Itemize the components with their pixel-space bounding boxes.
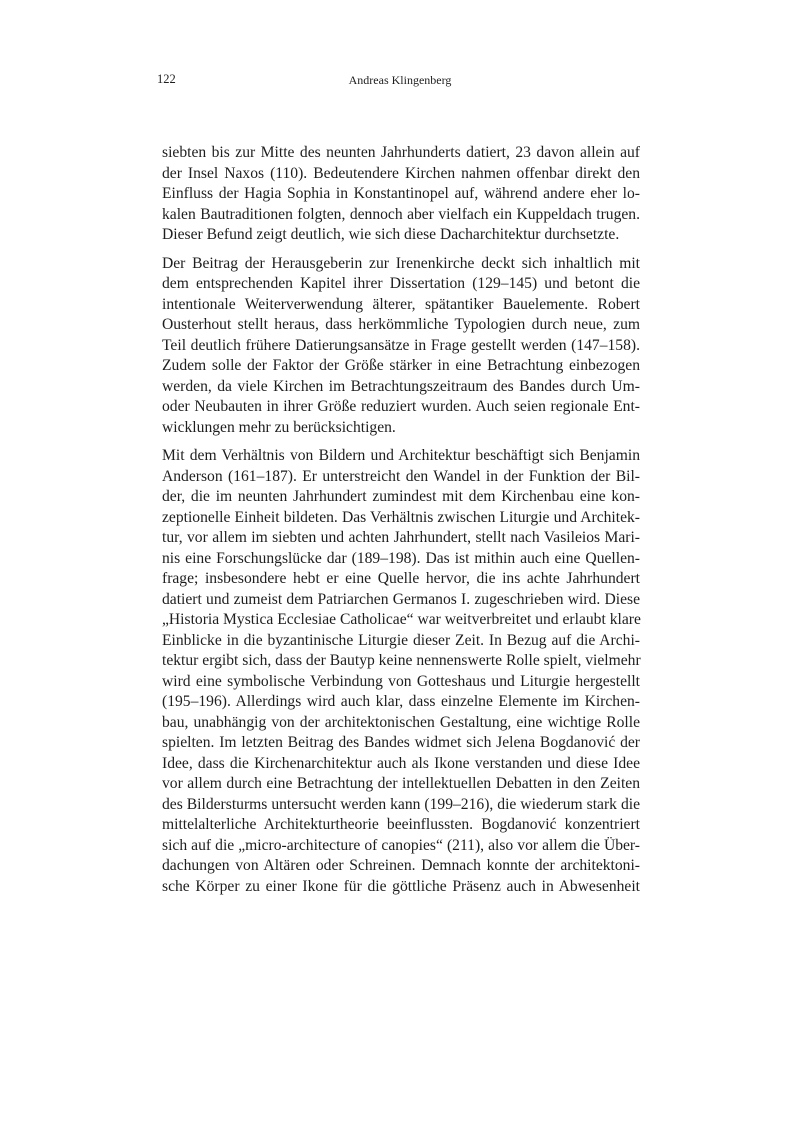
text-line: der Insel Naxos (110). Bedeutendere Kirchen nahmen offenbar direkt den	[162, 164, 640, 182]
text-line: der, die im neunten Jahrhundert zumindest mit dem Kirchenbau eine kon-	[162, 488, 640, 505]
text-line: datiert und zumeist dem Patriarchen Germanos I. zugeschrieben wird. Diese	[162, 590, 640, 608]
running-head-author: Andreas Klingenberg	[348, 73, 452, 87]
text-line: vor allem durch eine Betrachtung der intellektuellen Debatten in den Zeiten	[162, 775, 640, 792]
paragraph-1	[162, 143, 640, 246]
text-line: Einfluss der Hagia Sophia in Konstantinopel auf, während andere eher lo-	[162, 185, 640, 202]
page-number: 122	[157, 72, 176, 86]
paragraph-2	[162, 254, 640, 439]
text-line: zeptionelle Einheit bildeten. Das Verhältnis zwischen Liturgie und Architek-	[162, 508, 640, 526]
running-head	[157, 72, 643, 92]
text-line: Anderson (161–187). Er unterstreicht den Wandel in der Funktion der Bil-	[162, 467, 640, 485]
paragraph-3	[162, 446, 640, 897]
text-line: (195–196). Allerdings wird auch klar, dass einzelne Elemente im Kirchen-	[162, 693, 640, 710]
text-line: siebten bis zur Mitte des neunten Jahrhunderts datiert, 23 davon allein auf	[162, 144, 640, 161]
text-line: Einblicke in die byzantinische Liturgie dieser Zeit. In Bezug auf die Archi-	[162, 631, 640, 649]
text-line: werden, da viele Kirchen im Betrachtungszeitraum des Bandes durch Um-	[162, 377, 640, 395]
text-line: wicklungen mehr zu berücksichtigen.	[162, 418, 396, 436]
text-line: Teil deutlich frühere Datierungsansätze in Frage gestellt werden (147–158).	[162, 336, 640, 354]
text-line: mittelalterliche Architekturtheorie beeinflussten. Bogdanović konzentriert	[162, 816, 640, 833]
text-line: frage; insbesondere hebt er eine Quelle hervor, die ins achte Jahrhundert	[162, 570, 640, 587]
text-line: bau, unabhängig von der architektonischen Gestaltung, eine wichtige Rolle	[162, 713, 640, 731]
text-line: des Bildersturms untersucht werden kann (199–216), die wiederum stark die	[162, 795, 640, 813]
text-line: sche Körper zu einer Ikone für die göttliche Präsenz auch in Abwesenheit	[162, 877, 640, 895]
text-line: wird eine symbolische Verbindung von Gotteshaus und Liturgie hergestellt	[162, 672, 640, 690]
text-line: tur, vor allem im siebten und achten Jahrhundert, stellt nach Vasileios Mari-	[162, 529, 640, 546]
text-line: oder Neubauten in ihrer Größe reduziert wurden. Auch seien regionale Ent-	[162, 398, 640, 415]
text-line: „Historia Mystica Ecclesiae Catholicae“ war weitverbreitet und erlaubt klare	[162, 611, 641, 628]
text-line: dem entsprechenden Kapitel ihrer Dissertation (129–145) und betont die	[162, 275, 640, 292]
body-text	[162, 143, 640, 905]
text-line: Der Beitrag der Herausgeberin zur Irenenkirche deckt sich inhaltlich mit	[162, 254, 640, 272]
text-line: kalen Bautraditionen folgten, dennoch aber vielfach ein Kuppeldach trugen.	[162, 205, 640, 223]
text-line: nis eine Forschungslücke dar (189–198). Das ist mithin auch eine Quellen-	[162, 549, 640, 567]
text-line: intentionale Weiterverwendung älterer, spätantiker Bauelemente. Robert	[162, 295, 640, 313]
text-line: Dieser Befund zeigt deutlich, wie sich diese Dacharchitektur durchsetzte.	[162, 226, 620, 243]
text-line: Ousterhout stellt heraus, dass herkömmliche Typologien durch neue, zum	[162, 316, 640, 333]
text-line: Idee, dass die Kirchenarchitektur auch als Ikone verstanden und diese Idee	[162, 754, 640, 772]
text-line: spielten. Im letzten Beitrag des Bandes widmet sich Jelena Bogdanović der	[162, 734, 640, 751]
text-line: sich auf die „micro-architecture of canopies“ (211), also vor allem die Über-	[162, 836, 640, 854]
text-line: dachungen von Altären oder Schreinen. Demnach konnte der architektoni-	[162, 857, 640, 874]
text-line: Mit dem Verhältnis von Bildern und Architektur beschäftigt sich Benjamin	[162, 447, 640, 464]
text-line: tektur ergibt sich, dass der Bautyp keine nennenswerte Rolle spielt, vielmehr	[162, 652, 641, 669]
text-line: Zudem solle der Faktor der Größe stärker in eine Betrachtung einbezogen	[162, 357, 640, 374]
